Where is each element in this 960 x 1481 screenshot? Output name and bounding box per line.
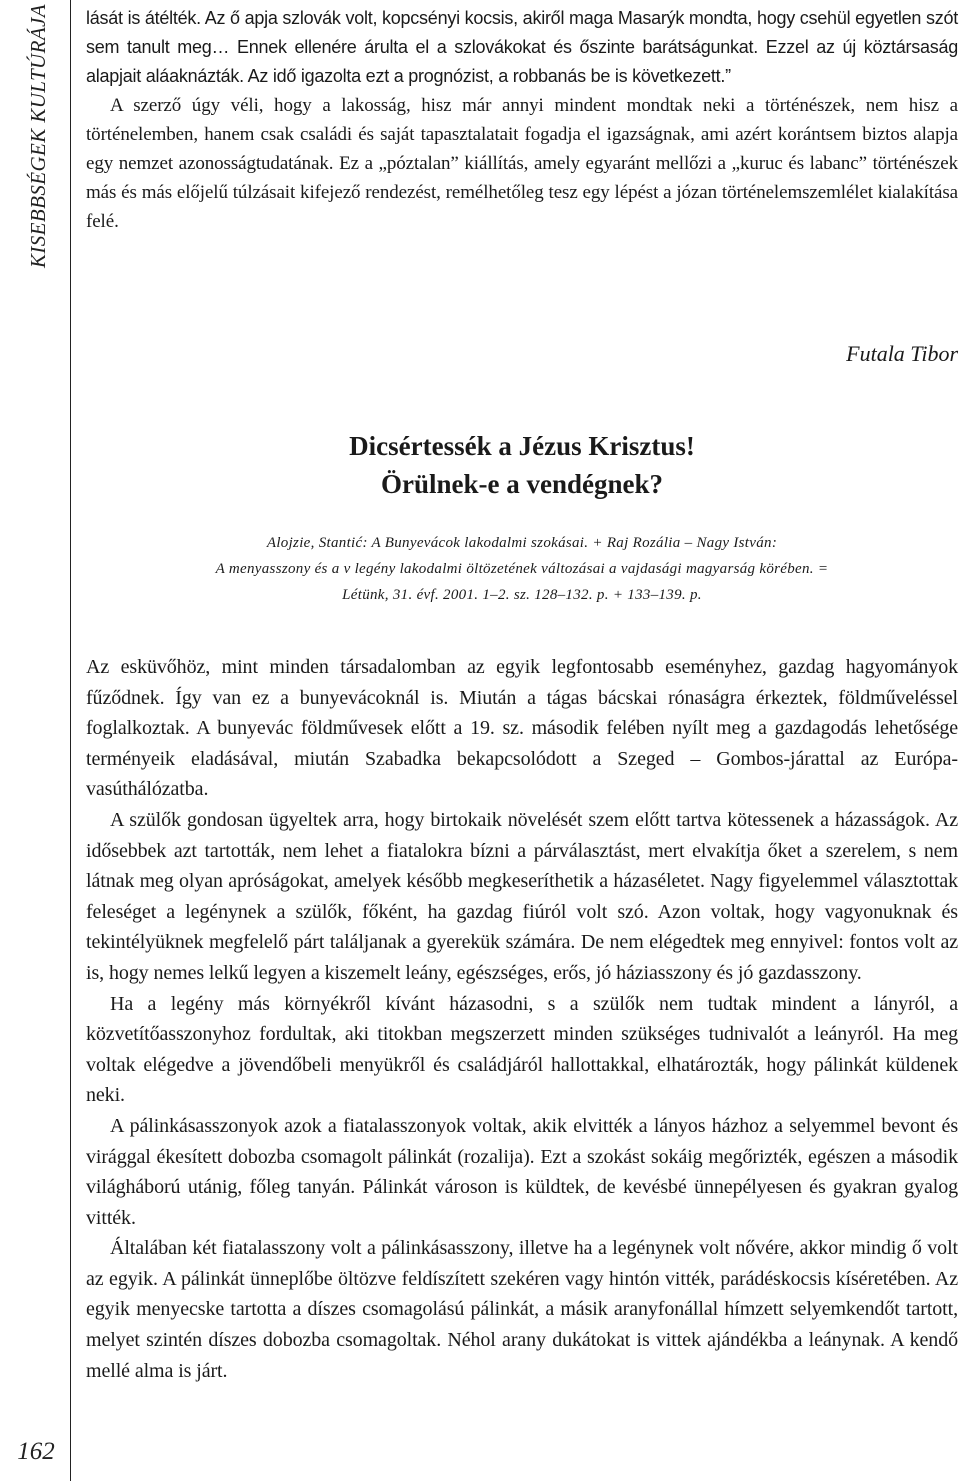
source-citation-line-3: Létünk, 31. évf. 2001. 1–2. sz. 128–132. p. + 133–139. p. [342, 587, 702, 603]
running-head-text: KISEBBSÉGEK KULTÚRÁJA [25, 4, 50, 269]
article-title-line-2: Örülnek-e a vendégnek? [380, 469, 663, 499]
source-citation-line-1: Alojzie, Stantić: A Bunyevácok lakodalmi szokásai. + Raj Rozália – Nagy István: [266, 535, 778, 551]
margin-rule [70, 0, 71, 1481]
source-citation-line-2: A menyasszony és a v legény lakodalmi öltözetének változásai a vajdasági magyarság körében. = [215, 561, 829, 577]
article-title-line-1: Dicsértessék a Jézus Krisztus! [349, 431, 695, 461]
body-paragraph-3: Ha a legény más környékről kívánt házasodni, s a szülők nem tudtak mindent a lányról, a közvetítőasszonyhoz fordultak, aki titokban megszerzett minden szükséges tudnivalót a leányról. Ha meg voltak elégedve a jövendőbeli menyükről és családjáról hallottakkal, elhatározták, hogy pálinkát küldenek neki. [86, 992, 958, 1107]
intro-text [86, 4, 958, 236]
body-paragraph-1: Az esküvőhöz, mint minden társadalomban az egyik legfontosabb eseményhez, gazdag hagyományok fűződnek. Így van ez a bunyevácoknál is. Miután a tágas bácskai rónaságra érkeztek, földműveléssel foglalkoztak. A bunyevác földművesek előtt a 19. sz. második felében nyílt meg a gazdagodás lehetősége terményeik eladásával, miután Szabadka bekapcsolódott a Szeged – Gombos-járattal az Európa-vasúthálózatba. [86, 656, 958, 801]
body-paragraph-2: A szülők gondosan ügyeltek arra, hogy birtokaik növelését szem előtt tartva kötessenek a házasságok. Az idősebbek azt tartották, nem lehet a fiatalokra bízni a párválasztást, mert elvakítja őket a szerelem, s nem látnak meg olyan apróságokat, amelyek később megkeseríthetik a házaséletet. Nagy figyelemmel választottak feleséget a legénynek a szülők, főként, ha gazdag fiúról volt szó. Azon voltak, hogy vagyonuknak és tekintélyüknek megfelelő párt találjanak a gyerekük számára. De nem elégedtek meg ennyivel: fontos volt az is, hogy nemes lelkű legyen a kiszemelt leány, egészséges, erős, jó háziasszony és jó gazdasszony. [86, 808, 958, 984]
article-body [86, 652, 958, 1386]
intro-paragraph-2: A szerző úgy véli, hogy a lakosság, hisz már annyi mindent mondtak neki a történészek, nem hisz a történelemben, hanem csak családi és saját tapasztalatait fogadja el igazságnak, ami azért korántsem biztos alapja egy nemzet azonosságtudatának. Ez a „póztalan” kiállítás, amely egyaránt mellőzi a „kuruc és labanc” történészek más és más előjelű túlzásait kifejező rendezést, remélhetőleg tesz egy lépést a józan történelemszemlélet kialakítása felé. [86, 95, 958, 232]
intro-paragraph-1: lását is átélték. Az ő apja szlovák volt, kopcsényi kocsis, akiről maga Masarýk mondta, hogy csehül egyetlen szót sem tanult meg… Ennek ellenére árulta el a szlovákokat és őszinte barátságunkat. Ezzel az új köztársaság alapjait aláaknázták. Az idő igazolta ezt a prognózist, a robbanás be is következett.” [86, 8, 958, 86]
author-signature: Futala Tibor [846, 341, 958, 366]
page-number: 162 [17, 1438, 55, 1465]
body-paragraph-4: A pálinkásasszonyok azok a fiatalasszonyok voltak, akik elvitték a lányos házhoz a selyemmel bevont és virággal ékesített dobozba csomagolt pálinkát (rozalija). Ezt a szokást sokáig megőrizték, egészen a második világháború utánig, főleg tanyán. Pálinkát városon is küldtek, de kevésbé ünnepélyesen és gyakran gyalog vitték. [86, 1114, 958, 1229]
body-paragraph-5: Általában két fiatalasszony volt a pálinkásasszony, illetve ha a legénynek volt nővére, akkor mindig ő volt az egyik. A pálinkát ünneplőbe öltözve feldíszített szekéren vagy hintón vitték, parádéskocsis kíséretében. Az egyik menyecske tartotta a díszes csomagolású pálinkát, a másik aranyfonállal hímzett selyemkendőt tartott, melyet szintén díszes dobozba csomagoltak. Néhol arany dukátokat is vittek ajándékba a leánynak. A kendő mellé alma is járt. [86, 1237, 958, 1382]
running-head [18, 4, 58, 294]
